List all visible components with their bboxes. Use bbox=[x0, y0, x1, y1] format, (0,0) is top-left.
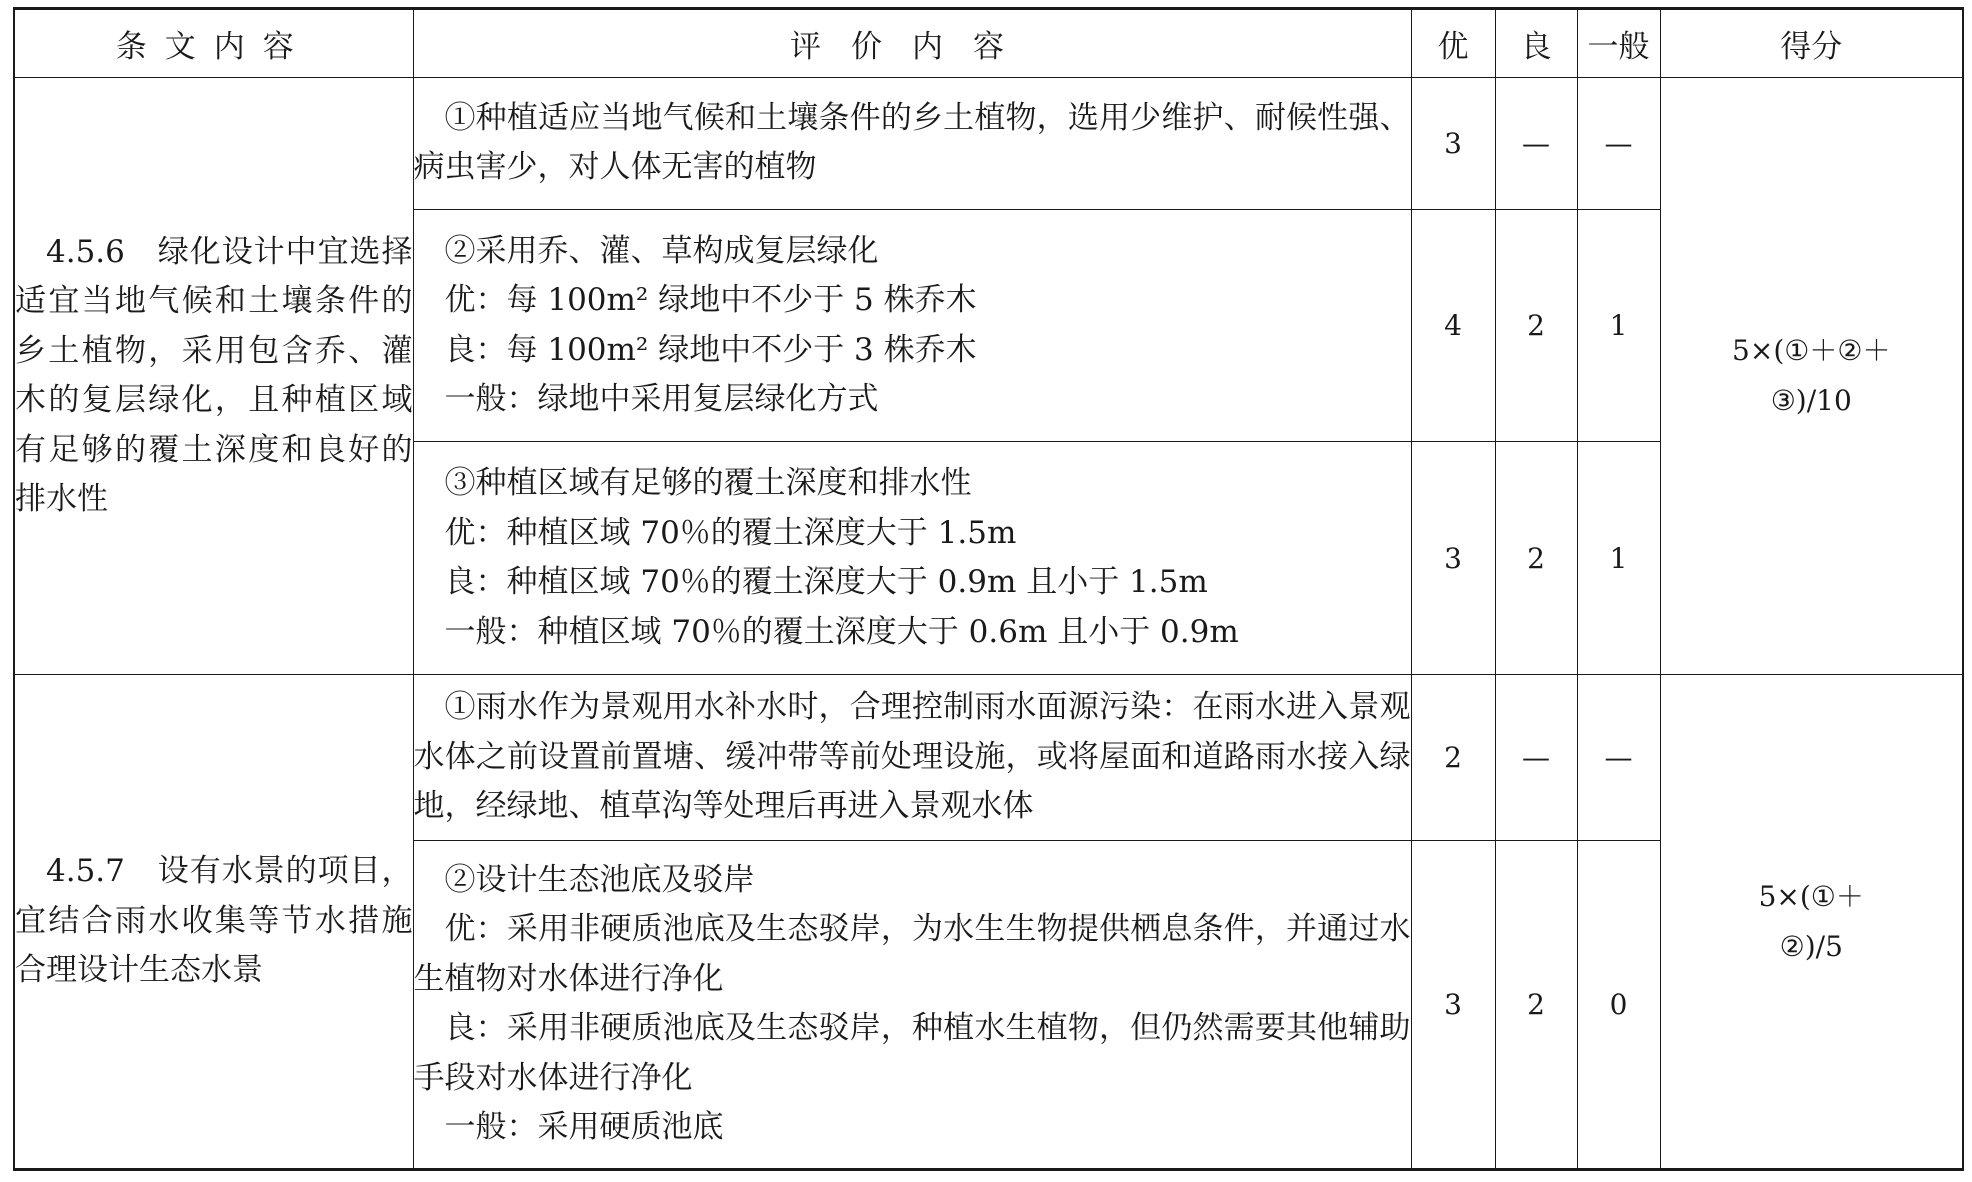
good-value: 2 bbox=[1495, 442, 1577, 675]
item-line: 一般：种植区域 70％的覆土深度大于 0.6m 且小于 0.9m bbox=[444, 613, 1239, 650]
clause-cell bbox=[14, 675, 413, 1170]
good-value: 2 bbox=[1495, 209, 1577, 442]
excellent-value: 4 bbox=[1411, 209, 1495, 442]
clause-cell bbox=[14, 78, 413, 675]
item-cell bbox=[413, 442, 1411, 675]
score-formula: 5×(①＋②)/5 bbox=[1758, 879, 1864, 963]
item-line: 良：种植区域 70％的覆土深度大于 0.9m 且小于 1.5m bbox=[444, 564, 1208, 601]
general-value: — bbox=[1577, 78, 1660, 209]
good-value: 2 bbox=[1495, 840, 1577, 1169]
general-value: 1 bbox=[1577, 209, 1660, 442]
item-cell bbox=[413, 840, 1411, 1169]
evaluation-table bbox=[13, 7, 1964, 1171]
item-cell bbox=[413, 209, 1411, 442]
excellent-value: 3 bbox=[1411, 78, 1495, 209]
general-value: — bbox=[1577, 675, 1660, 841]
item-line: 优：每 100m² 绿地中不少于 5 株乔木 bbox=[444, 282, 977, 319]
item-title: ②采用乔、灌、草构成复层绿化 bbox=[444, 232, 879, 269]
item-title: ①种植适应当地气候和土壤条件的乡土植物，选用少维护、耐候性强、病虫害少，对人体无害的植物 bbox=[413, 99, 1411, 186]
header-row bbox=[14, 9, 1963, 78]
score-cell bbox=[1660, 675, 1963, 1170]
header-evaluation: 评价内容 bbox=[413, 9, 1411, 78]
general-value: 1 bbox=[1577, 442, 1660, 675]
header-general: 一般 bbox=[1577, 9, 1660, 78]
header-excellent: 优 bbox=[1411, 9, 1495, 78]
item-title: ①雨水作为景观用水补水时，合理控制雨水面源污染：在雨水进入景观水体之前设置前置塘、缓冲带等前处理设施，或将屋面和道路雨水接入绿地，经绿地、植草沟等处理后再进入景观水体 bbox=[413, 689, 1411, 825]
score-cell bbox=[1660, 78, 1963, 675]
item-title: ③种植区域有足够的覆土深度和排水性 bbox=[444, 465, 972, 502]
excellent-value: 3 bbox=[1411, 442, 1495, 675]
table-row bbox=[14, 675, 1963, 841]
item-cell bbox=[413, 78, 1411, 209]
header-score: 得分 bbox=[1660, 9, 1963, 78]
header-clause: 条文内容 bbox=[14, 9, 413, 78]
good-value: — bbox=[1495, 675, 1577, 841]
score-formula: 5×(①＋②＋③)/10 bbox=[1732, 334, 1891, 418]
clause-text: 4.5.6 绿化设计中宜选择适宜当地气候和土壤条件的乡土植物，采用包含乔、灌木的复层绿化，且种植区域有足够的覆土深度和良好的排水性 bbox=[15, 233, 413, 518]
item-line: 优：采用非硬质池底及生态驳岸，为水生生物提供栖息条件，并通过水生植物对水体进行净化 bbox=[413, 911, 1411, 997]
item-line: 良：采用非硬质池底及生态驳岸，种植水生植物，但仍然需要其他辅助手段对水体进行净化 bbox=[413, 1010, 1411, 1096]
general-value: 0 bbox=[1577, 840, 1660, 1169]
excellent-value: 2 bbox=[1411, 675, 1495, 841]
item-line: 优：种植区域 70％的覆土深度大于 1.5m bbox=[444, 514, 1017, 551]
clause-text: 4.5.7 设有水景的项目，宜结合雨水收集等节水措施合理设计生态水景 bbox=[15, 853, 413, 989]
table-row bbox=[14, 78, 1963, 209]
item-line: 一般：绿地中采用复层绿化方式 bbox=[444, 381, 879, 418]
good-value: — bbox=[1495, 78, 1577, 209]
item-title: ②设计生态池底及驳岸 bbox=[444, 861, 755, 898]
item-line: 一般：采用硬质池底 bbox=[444, 1109, 724, 1146]
item-line: 良：每 100m² 绿地中不少于 3 株乔木 bbox=[444, 331, 977, 368]
header-good: 良 bbox=[1495, 9, 1577, 78]
item-cell bbox=[413, 675, 1411, 841]
excellent-value: 3 bbox=[1411, 840, 1495, 1169]
